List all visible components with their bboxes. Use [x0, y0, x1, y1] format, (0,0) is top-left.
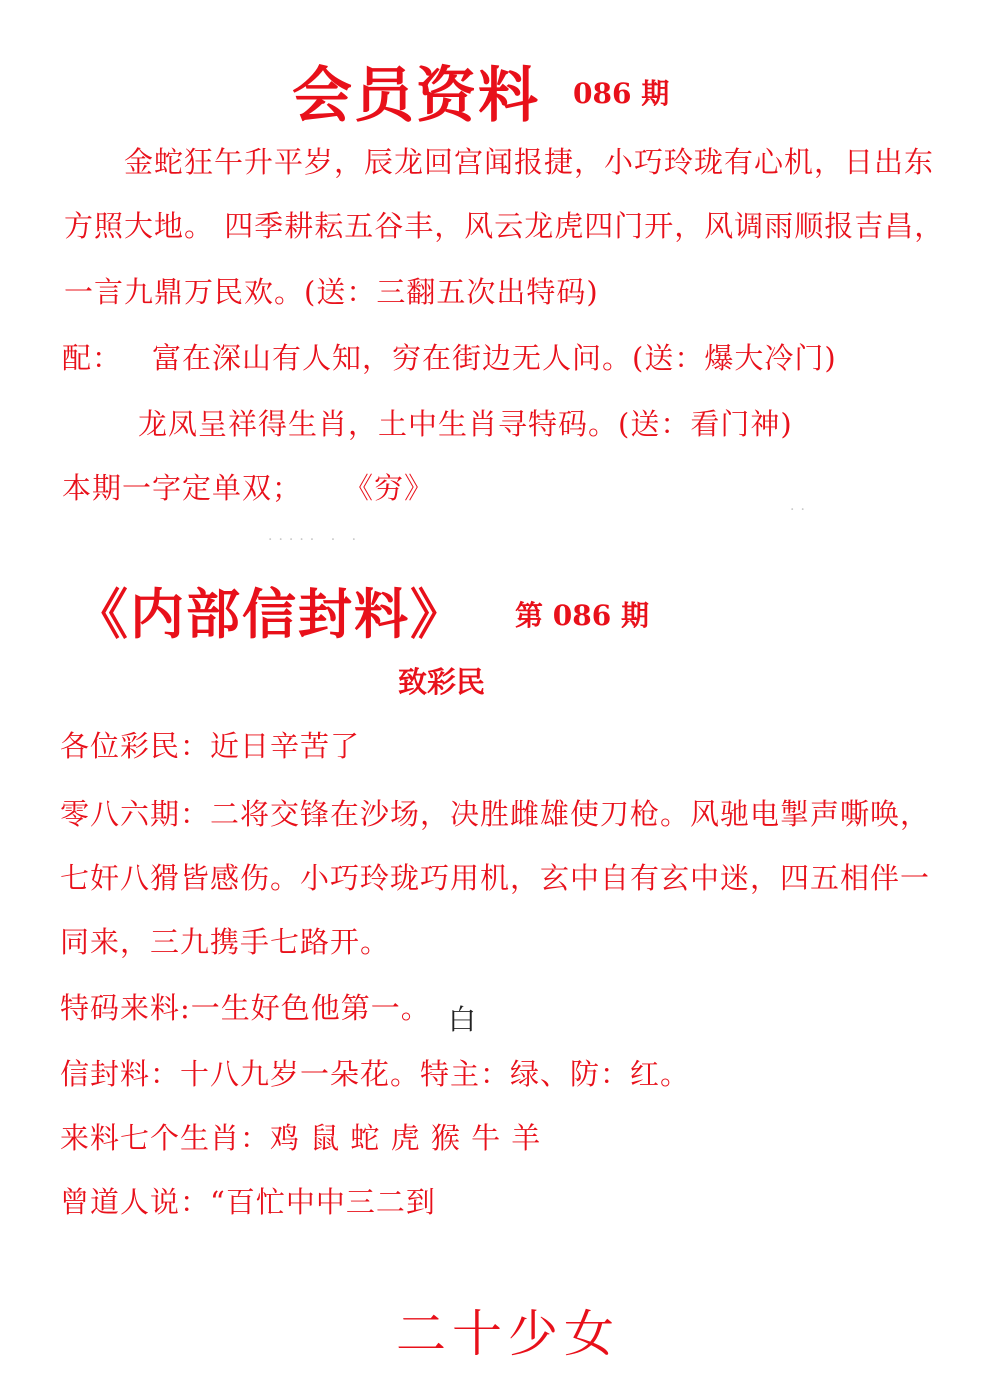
stray-character: 白	[448, 1003, 477, 1036]
poem-line-1: 金蛇狂午升平岁，辰龙回宫闻报捷，小巧玲珑有心机，日出东	[124, 145, 935, 179]
para-line-1: 零八六期：二将交锋在沙场，决胜雌雄使刀枪。风驰电掣声嘶唤，	[60, 797, 931, 831]
pei-text: 富在深山有人知，穷在街边无人问。(送：爆大冷门)	[152, 341, 837, 375]
single-double-word: 《穷》	[344, 471, 435, 505]
poem-line-2: 方照大地。 四季耕耘五谷丰，风云龙虎四门开，风调雨顺报吉昌，	[64, 209, 945, 243]
member-issue: 086 期	[573, 77, 670, 110]
closing-phrase: 二十少女	[396, 1305, 620, 1363]
scan-dots: ····· · ·	[268, 532, 363, 548]
taoist-says: 曾道人说：“百忙中中三二到	[60, 1185, 436, 1219]
para-line-3: 同来，三九携手七路开。	[60, 925, 391, 959]
greeting: 各位彩民：近日辛苦了	[60, 729, 361, 763]
poem-line-3: 一言九鼎万民欢。(送：三翻五次出特码)	[64, 275, 599, 309]
pei-label: 配：	[62, 341, 123, 375]
envelope-material: 信封料：十八九岁一朵花。特主：绿、防：红。	[60, 1057, 691, 1091]
envelope-subtitle: 致彩民	[398, 665, 486, 699]
scan-dots-right: ··	[790, 502, 811, 518]
pei-line-2: 龙凤呈祥得生肖，土中生肖寻特码。(送：看门神)	[138, 407, 793, 441]
zodiac-seven: 来料七个生肖：鸡 鼠 蛇 虎 猴 牛 羊	[60, 1121, 542, 1155]
member-title: 会员资料	[292, 61, 540, 131]
single-double-label: 本期一字定单双；	[62, 471, 303, 505]
envelope-issue: 第 086 期	[515, 599, 649, 632]
envelope-title: 《内部信封料》	[74, 582, 466, 646]
para-line-2: 七奸八猾皆感伤。小巧玲珑巧用机，玄中自有玄中迷，四五相伴一	[60, 861, 931, 895]
special-source: 特码来料:一生好色他第一。	[60, 991, 431, 1025]
